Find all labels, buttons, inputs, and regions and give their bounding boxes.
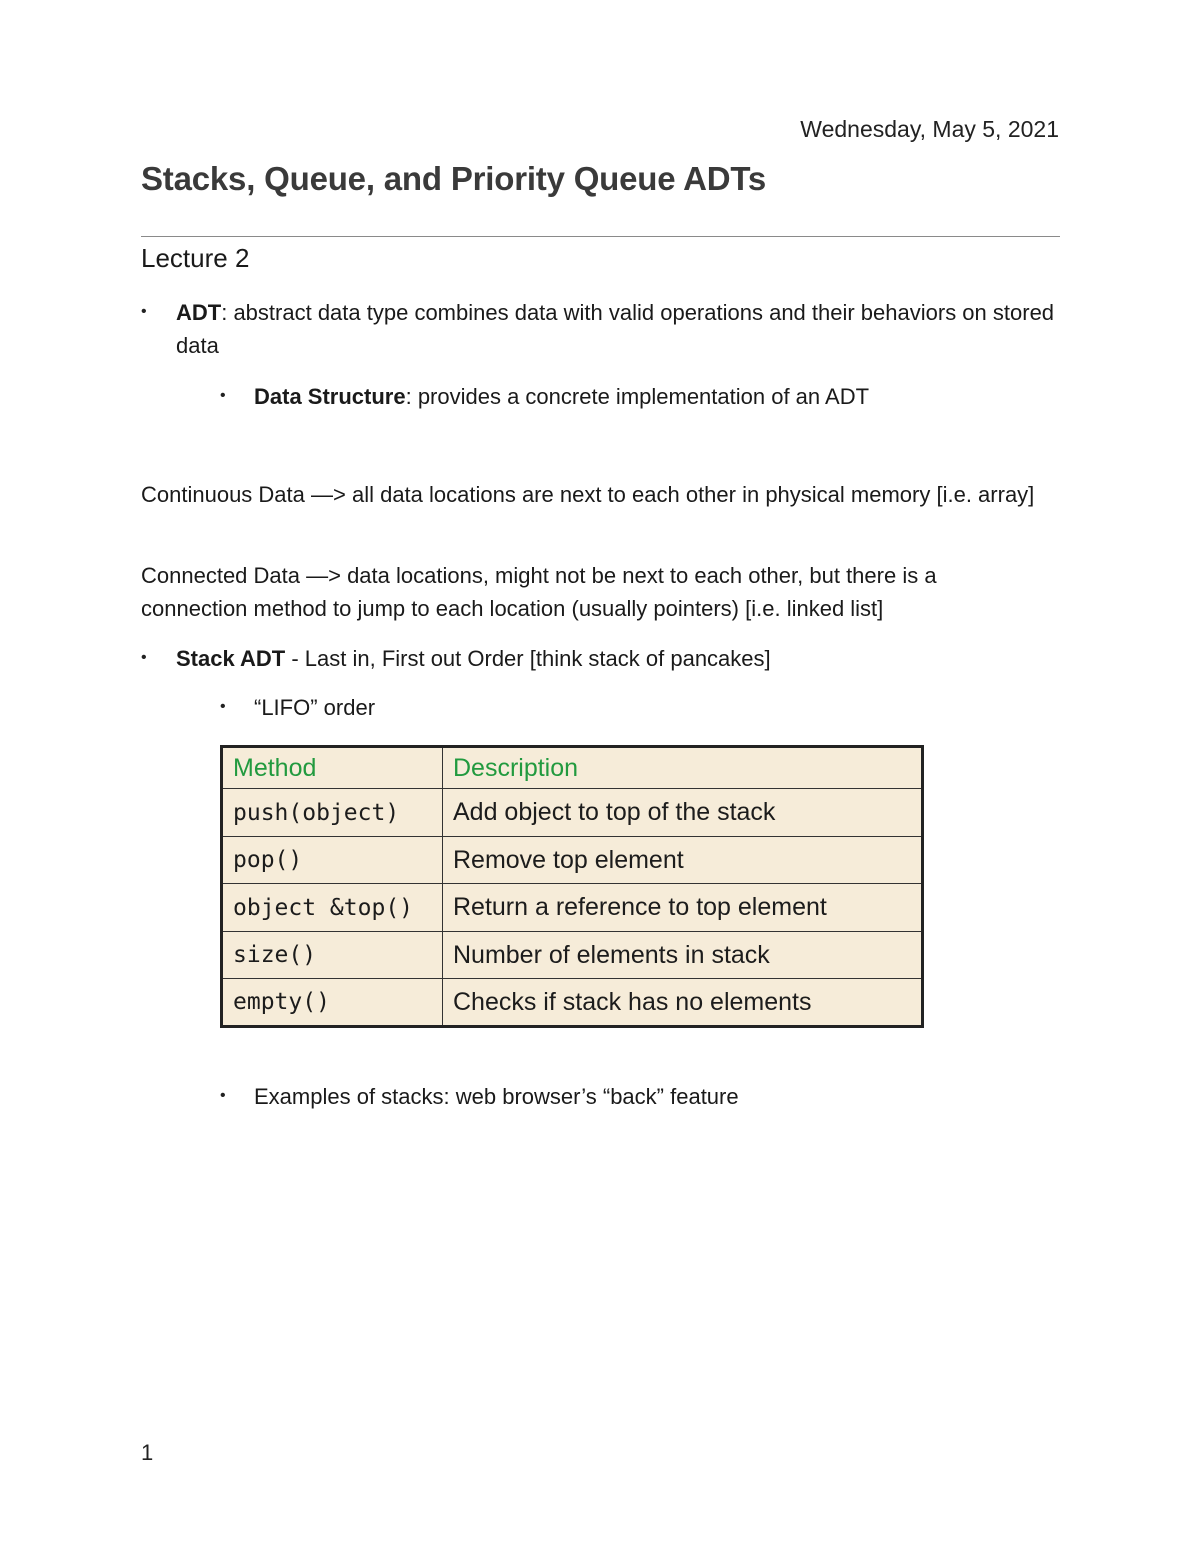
stack-adt-term: Stack ADT bbox=[176, 646, 286, 671]
stack-methods-table bbox=[220, 745, 924, 1028]
adt-term: ADT bbox=[176, 300, 222, 325]
title-divider bbox=[141, 236, 1060, 237]
continuous-data-paragraph: Continuous Data —> all data locations are next to each other in physical memory [i.e. array] bbox=[141, 482, 1035, 507]
description-cell: Number of elements in stack bbox=[443, 931, 923, 979]
bullet-stack-adt bbox=[141, 642, 1071, 675]
examples-text: Examples of stacks: web browser’s “back” feature bbox=[254, 1084, 739, 1109]
page-number: 1 bbox=[141, 1440, 154, 1465]
bullet-marker: • bbox=[220, 387, 226, 404]
stack-adt-definition: - Last in, First out Order [think stack of pancakes] bbox=[285, 646, 771, 671]
bullet-marker: • bbox=[220, 1087, 226, 1104]
connected-data-paragraph: Connected Data —> data locations, might not be next to each other, but there is a connection method to jump to each location (usually pointers) [i.e. linked list] bbox=[141, 563, 937, 621]
method-cell: size() bbox=[222, 931, 443, 979]
method-cell: empty() bbox=[222, 979, 443, 1027]
header-description: Description bbox=[443, 747, 923, 789]
bullet-marker: • bbox=[141, 303, 147, 320]
data-structure-definition: : provides a concrete implementation of an ADT bbox=[405, 384, 870, 409]
bullet-data-structure bbox=[220, 380, 1060, 413]
description-cell: Checks if stack has no elements bbox=[443, 979, 923, 1027]
document-date: Wednesday, May 5, 2021 bbox=[800, 116, 1059, 142]
description-cell: Add object to top of the stack bbox=[443, 789, 923, 837]
table-header-row bbox=[222, 747, 923, 789]
table-row bbox=[222, 931, 923, 979]
table-row bbox=[222, 884, 923, 932]
bullet-marker: • bbox=[220, 698, 226, 715]
bullet-adt bbox=[141, 296, 1071, 362]
lifo-text: “LIFO” order bbox=[254, 695, 376, 720]
lecture-subtitle: Lecture 2 bbox=[141, 243, 250, 273]
method-cell: push(object) bbox=[222, 789, 443, 837]
data-structure-term: Data Structure bbox=[254, 384, 406, 409]
description-cell: Remove top element bbox=[443, 836, 923, 884]
method-cell: pop() bbox=[222, 836, 443, 884]
table-row bbox=[222, 789, 923, 837]
table-row bbox=[222, 979, 923, 1027]
page-title: Stacks, Queue, and Priority Queue ADTs bbox=[141, 160, 767, 197]
adt-definition: : abstract data type combines data with valid operations and their behaviors on stored data bbox=[176, 300, 1055, 358]
bullet-marker: • bbox=[141, 649, 147, 666]
description-cell: Return a reference to top element bbox=[443, 884, 923, 932]
bullet-examples bbox=[220, 1080, 1060, 1113]
method-cell: object &top() bbox=[222, 884, 443, 932]
table-row bbox=[222, 836, 923, 884]
header-method: Method bbox=[222, 747, 443, 789]
bullet-lifo bbox=[220, 691, 1060, 724]
